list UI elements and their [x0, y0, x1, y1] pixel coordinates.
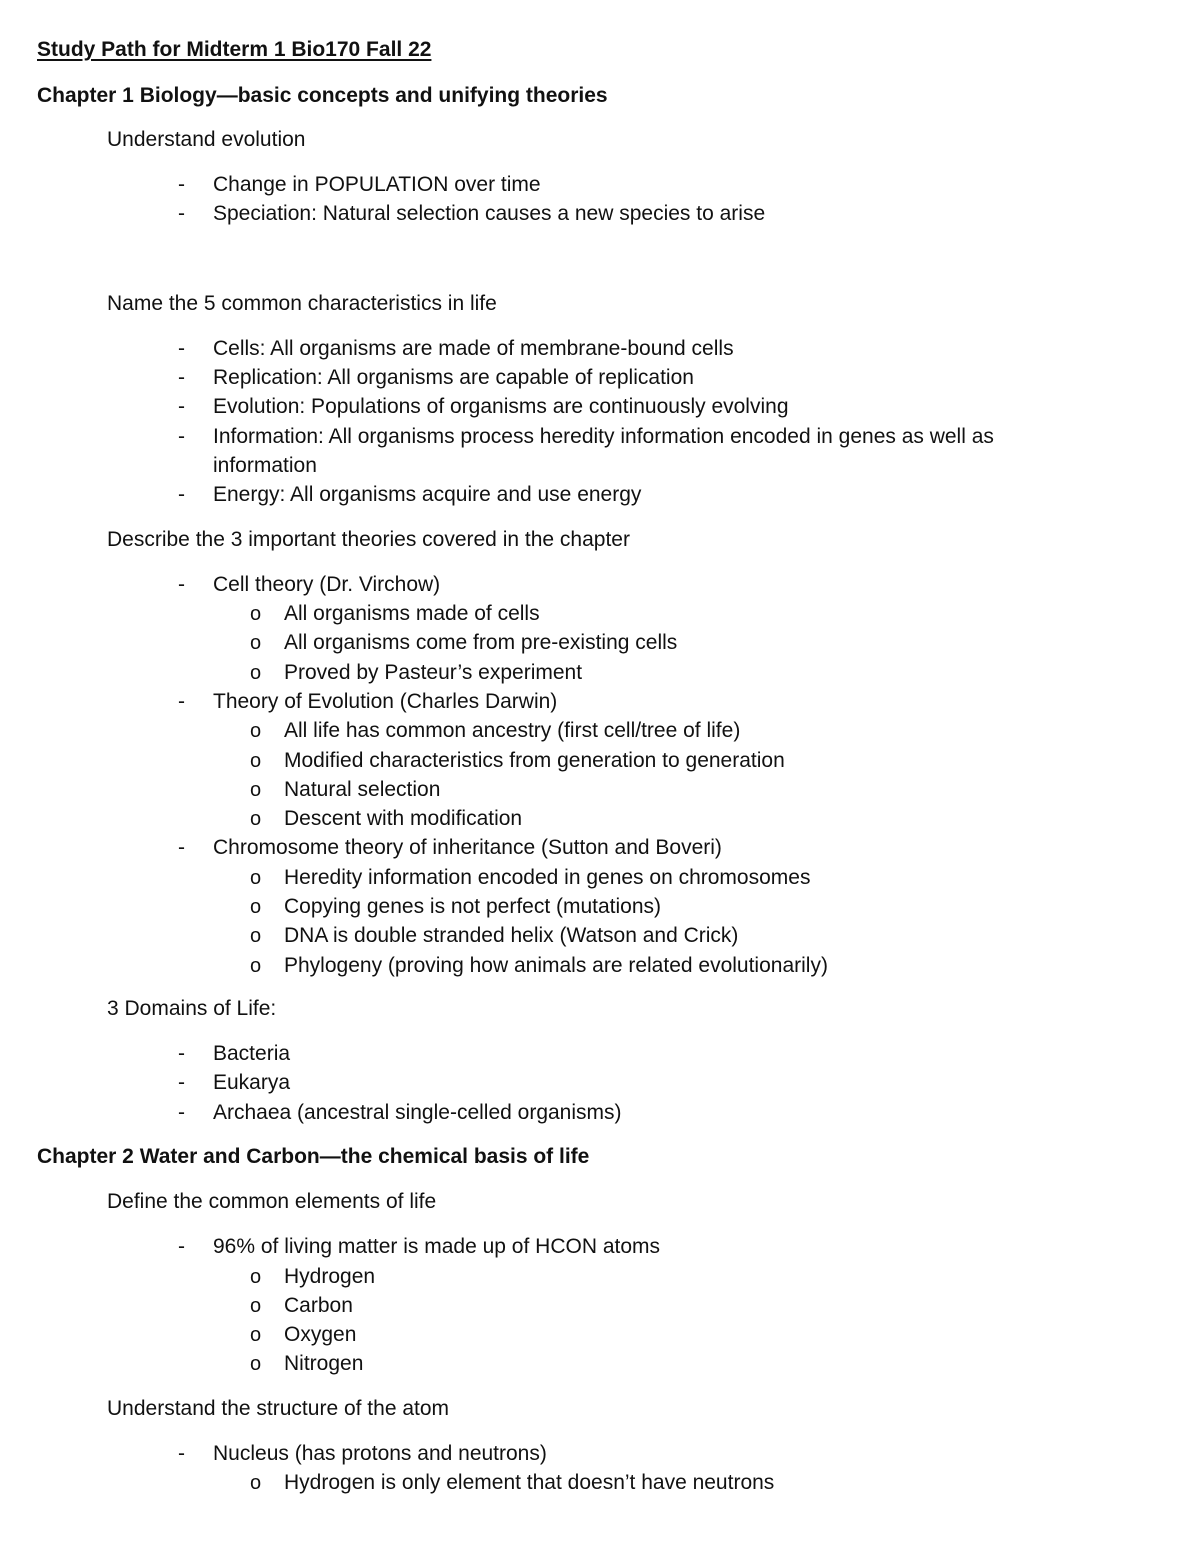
list-item: Change in POPULATION over time — [213, 173, 541, 196]
theory-label: Cell theory (Dr. Virchow) — [213, 573, 441, 596]
elements-prompt: Define the common elements of life — [107, 1190, 437, 1213]
dash-bullet: - — [178, 1235, 185, 1258]
dash-bullet: - — [178, 690, 185, 713]
dash-bullet: - — [178, 836, 185, 859]
sub-item: Hydrogen is only element that doesn’t have neutrons — [284, 1471, 775, 1494]
sub-item: All organisms come from pre-existing cells — [284, 631, 678, 654]
dash-bullet: - — [178, 366, 185, 389]
circle-bullet: o — [250, 1324, 262, 1346]
circle-bullet: o — [250, 896, 262, 918]
sub-item: Oxygen — [284, 1323, 357, 1346]
dash-bullet: - — [178, 395, 185, 418]
sub-item: Natural selection — [284, 778, 441, 801]
dash-bullet: - — [178, 202, 185, 225]
circle-bullet: o — [250, 1266, 262, 1288]
sub-item: Proved by Pasteur’s experiment — [284, 661, 583, 684]
list-item: Speciation: Natural selection causes a new species to arise — [213, 202, 766, 225]
circle-bullet: o — [250, 925, 262, 947]
sub-item: Phylogeny (proving how animals are related evolutionarily) — [284, 954, 828, 977]
domains-prompt: 3 Domains of Life: — [107, 997, 277, 1020]
sub-item: Descent with modification — [284, 807, 523, 830]
list-item: Eukarya — [213, 1071, 291, 1094]
theory-label: Theory of Evolution (Charles Darwin) — [213, 690, 558, 713]
circle-bullet: o — [250, 720, 262, 742]
dash-bullet: - — [178, 1071, 185, 1094]
list-item: Nucleus (has protons and neutrons) — [213, 1442, 547, 1465]
dash-bullet: - — [178, 173, 185, 196]
list-item: Bacteria — [213, 1042, 291, 1065]
sub-item: Carbon — [284, 1294, 353, 1317]
characteristics-prompt: Name the 5 common characteristics in life — [107, 292, 497, 315]
list-item: Evolution: Populations of organisms are continuously evolving — [213, 395, 789, 418]
list-item: Information: All organisms process heredity information encoded in genes as well as — [213, 425, 994, 448]
dash-bullet: - — [178, 337, 185, 360]
circle-bullet: o — [250, 808, 262, 830]
sub-item: Hydrogen — [284, 1265, 376, 1288]
circle-bullet: o — [250, 779, 262, 801]
list-item-continuation: information — [213, 454, 317, 477]
circle-bullet: o — [250, 662, 262, 684]
circle-bullet: o — [250, 750, 262, 772]
sub-item: All life has common ancestry (first cell/tree of life) — [284, 719, 741, 742]
list-item: 96% of living matter is made up of HCON atoms — [213, 1235, 661, 1258]
circle-bullet: o — [250, 867, 262, 889]
sub-item: Modified characteristics from generation to generation — [284, 749, 785, 772]
dash-bullet: - — [178, 483, 185, 506]
sub-item: Nitrogen — [284, 1352, 364, 1375]
list-item: Replication: All organisms are capable of replication — [213, 366, 694, 389]
circle-bullet: o — [250, 603, 262, 625]
circle-bullet: o — [250, 955, 262, 977]
sub-item: DNA is double stranded helix (Watson and Crick) — [284, 924, 739, 947]
atom-prompt: Understand the structure of the atom — [107, 1397, 450, 1420]
circle-bullet: o — [250, 1353, 262, 1375]
circle-bullet: o — [250, 1472, 262, 1494]
dash-bullet: - — [178, 425, 185, 448]
theory-label: Chromosome theory of inheritance (Sutton and Boveri) — [213, 836, 722, 859]
circle-bullet: o — [250, 632, 262, 654]
sub-item: Copying genes is not perfect (mutations) — [284, 895, 662, 918]
sub-item: All organisms made of cells — [284, 602, 540, 625]
dash-bullet: - — [178, 1042, 185, 1065]
sub-item: Heredity information encoded in genes on chromosomes — [284, 866, 811, 889]
list-item: Energy: All organisms acquire and use energy — [213, 483, 642, 506]
dash-bullet: - — [178, 1101, 185, 1124]
theories-prompt: Describe the 3 important theories covered in the chapter — [107, 528, 630, 551]
dash-bullet: - — [178, 1442, 185, 1465]
chapter-2-heading: Chapter 2 Water and Carbon—the chemical basis of life — [37, 1145, 590, 1168]
dash-bullet: - — [178, 573, 185, 596]
chapter-1-heading: Chapter 1 Biology—basic concepts and unifying theories — [37, 84, 608, 107]
list-item: Cells: All organisms are made of membrane-bound cells — [213, 337, 734, 360]
document-title: Study Path for Midterm 1 Bio170 Fall 22 — [37, 38, 432, 61]
evolution-prompt: Understand evolution — [107, 128, 306, 151]
circle-bullet: o — [250, 1295, 262, 1317]
list-item: Archaea (ancestral single-celled organisms) — [213, 1101, 622, 1124]
